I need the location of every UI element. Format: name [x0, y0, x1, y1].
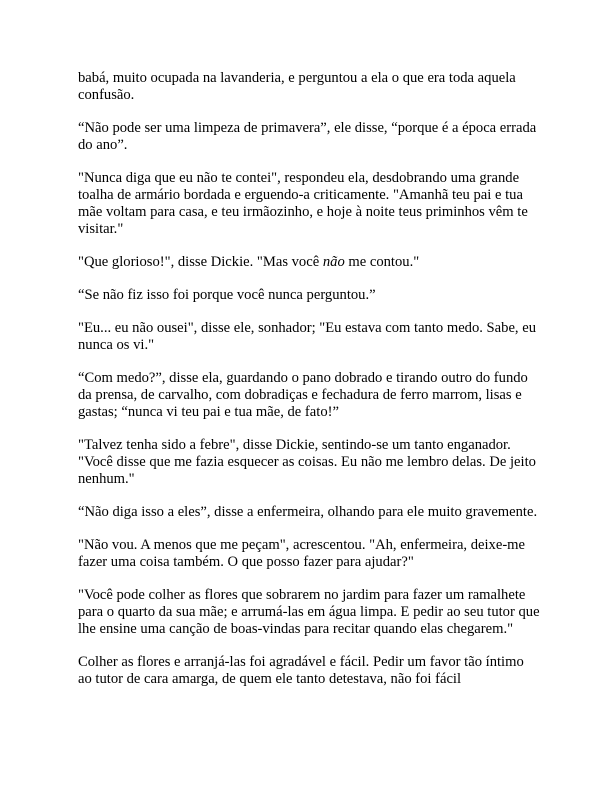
paragraph-8: "Talvez tenha sido a febre", disse Dickie, sentindo-se um tanto enganador. "Você disse que me fazia esquecer as coisas. Eu não me lembro delas. De jeito nenhum." — [78, 437, 536, 487]
paragraph-10: "Não vou. A menos que me peçam", acrescentou. "Ah, enfermeira, deixe-me fazer uma coisa também. O que posso fazer para ajudar?" — [78, 537, 526, 570]
paragraph-11: "Você pode colher as flores que sobrarem no jardim para fazer um ramalhete para o quarto da sua mãe; e arrumá-las em água limpa. E pedir ao seu tutor que lhe ensine uma canção de boas-vindas para recitar quando elas chegarem." — [78, 587, 540, 637]
paragraph-12: Colher as flores e arranjá-las foi agradável e fácil. Pedir um favor tão íntimo ao tutor de cara amarga, de quem ele tanto detestava, não foi fácil — [78, 654, 524, 687]
paragraph-3: "Nunca diga que eu não te contei", respondeu ela, desdobrando uma grande toalha de armário bordada e erguendo-a criticamente. "Amanhã teu pai e tua mãe voltam para casa, e teu irmãozinho, e hoje à noite teus priminhos vêm te visitar." — [78, 170, 528, 237]
paragraph-4 — [78, 254, 540, 271]
paragraph-7: “Com medo?”, disse ela, guardando o pano dobrado e tirando outro do fundo da prensa, de carvalho, com dobradiças e fechadura de ferro marrom, lisas e gastas; “nunca vi teu pai e tua mãe, de fato!” — [78, 370, 528, 420]
paragraph-5: “Se não fiz isso foi porque você nunca perguntou.” — [78, 287, 376, 303]
paragraph-2: “Não pode ser uma limpeza de primavera”, ele disse, “porque é a época errada do ano”. — [78, 120, 537, 153]
paragraph-9: “Não diga isso a eles”, disse a enfermeira, olhando para ele muito gravemente. — [78, 504, 538, 520]
paragraph-6: "Eu... eu não ousei", disse ele, sonhador; "Eu estava com tanto medo. Sabe, eu nunca os vi." — [78, 320, 537, 353]
paragraph-4-before: "Que glorioso!", disse Dickie. "Mas você — [78, 254, 323, 270]
paragraph-4-after: me contou." — [344, 254, 420, 270]
paragraph-4-emphasis: não — [322, 254, 345, 270]
document-body — [78, 70, 540, 688]
paragraph-1: babá, muito ocupada na lavanderia, e perguntou a ela o que era toda aquela confusão. — [78, 70, 516, 103]
